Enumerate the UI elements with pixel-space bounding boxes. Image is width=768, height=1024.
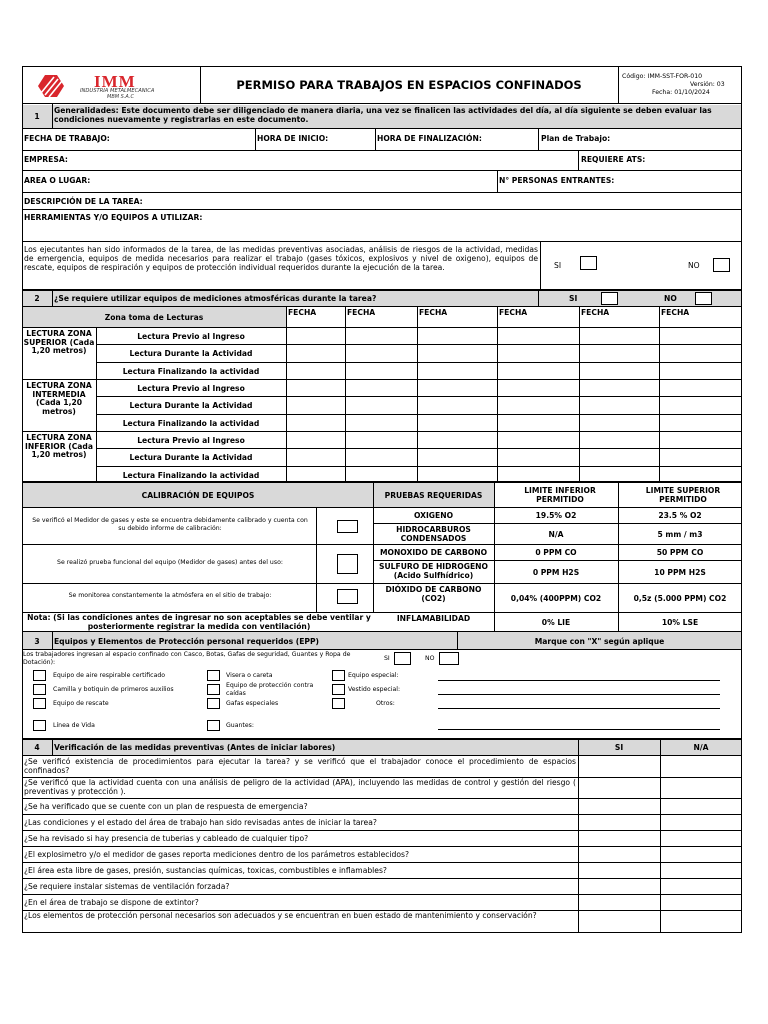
gas-max: 5 mm / m3 [657, 529, 703, 539]
epp-write-line[interactable] [438, 729, 720, 730]
verification-si-cell[interactable] [579, 847, 659, 862]
section3-number: 3 [34, 637, 40, 646]
epp-intro: Los trabajadores ingresan al espacio confinado con Casco, Botas, Gafas de seguridad, Guantes y Ropa de Dotación): [23, 651, 351, 666]
fecha-header-3: FECHA [419, 308, 448, 317]
verification-si-cell[interactable] [579, 879, 659, 894]
verification-si-cell[interactable] [579, 895, 659, 910]
limite-inferior-header: LIMITE INFERIOR PERMITIDO [524, 486, 596, 504]
verification-na-cell[interactable] [661, 799, 741, 814]
gas-min: N/A [548, 529, 564, 539]
epp-si-checkbox[interactable] [394, 652, 411, 665]
zone-row-label: Lectura Durante la Actividad [129, 349, 253, 359]
gas-max: 10 PPM H2S [654, 567, 706, 577]
verification-na-cell[interactable] [661, 815, 741, 830]
gas-max: 0,5z (5.000 PPM) CO2 [633, 593, 727, 603]
logo-subtitle: INDUSTRIA METALMECANICA [80, 88, 155, 94]
verification-na-cell[interactable] [661, 757, 741, 777]
verification-si-cell[interactable] [579, 778, 659, 798]
verification-si-cell[interactable] [579, 863, 659, 878]
verification-na-cell[interactable] [661, 831, 741, 846]
fecha-header-5: FECHA [581, 308, 610, 317]
zone-label-2: LECTURA ZONA INTERMEDIA (Cada 1,20 metros) [26, 380, 92, 416]
section2-number: 2 [34, 294, 40, 303]
zone-row-label: Lectura Previo al Ingreso [137, 332, 245, 341]
calibration-item-2: Se realizó prueba funcional del equipo (Medidor de gases) antes del uso: [57, 559, 283, 566]
section2-no-label: NO [664, 294, 677, 303]
hora-fin-label: HORA DE FINALIZACIÓN: [377, 134, 482, 143]
fecha-header-1: FECHA [288, 308, 317, 317]
zone-row-label: Lectura Finalizando la actividad [122, 418, 260, 428]
verification-item: ¿Se ha revisado si hay presencia de tuberias y cableado de cualquier tipo? [24, 834, 309, 843]
section3-marque: Marque con "X" según aplique [534, 637, 665, 646]
informados-si-checkbox[interactable] [580, 256, 597, 270]
verification-na-cell[interactable] [661, 879, 741, 894]
fecha-trabajo-label: FECHA DE TRABAJO: [24, 134, 110, 143]
gas-min: 0% LIE [541, 618, 571, 627]
section1-number: 1 [34, 112, 40, 121]
empresa-label: EMPRESA: [24, 155, 68, 164]
epp-item-label: Visera o careta [226, 672, 273, 679]
epp-si-label: SI [384, 655, 390, 662]
epp-checkbox[interactable] [332, 670, 345, 681]
verification-item: ¿El área esta libre de gases, presión, sustancias químicas, toxicas, combustibles e inflamables? [24, 866, 387, 875]
gas-name: INFLAMABILIDAD [396, 614, 471, 623]
pruebas-header: PRUEBAS REQUERIDAS [384, 491, 483, 500]
logo-mark [36, 73, 66, 99]
gas-name: OXIGENO [413, 511, 454, 520]
epp-item-label: Camilla y botiquin de primeros auxilios [53, 686, 174, 693]
epp-write-line[interactable] [438, 694, 720, 695]
informados-si-label: SI [554, 261, 562, 270]
logo-subtitle-2: MBM S.A.C [107, 94, 135, 100]
epp-item-label: Equipo de rescate [53, 700, 109, 707]
epp-write-line[interactable] [438, 680, 720, 681]
verification-item: ¿En el área de trabajo se dispone de extintor? [24, 898, 199, 907]
verification-na-cell[interactable] [661, 911, 741, 933]
zona-header: Zona toma de Lecturas [104, 313, 204, 322]
fecha-header-2: FECHA [347, 308, 376, 317]
section2-si-label: SI [569, 294, 578, 303]
epp-checkbox[interactable] [33, 670, 46, 681]
epp-item-label: Equipo de protección contra caídas [226, 682, 314, 697]
herramientas-label: HERRAMIENTAS Y/O EQUIPOS A UTILIZAR: [24, 213, 203, 222]
calibration-item-3-checkbox[interactable] [337, 589, 358, 604]
epp-checkbox[interactable] [33, 720, 46, 731]
descripcion-label: DESCRIPCIÓN DE LA TAREA: [24, 197, 143, 206]
verification-item: ¿El explosimetro y/o el medidor de gases reporta mediciones dentro de los parámetros establecidos? [24, 850, 410, 859]
document-date: Fecha: 01/10/2024 [652, 89, 710, 96]
gas-name: HIDROCARBUROS CONDENSADOS [396, 525, 471, 543]
zone-row-label: Lectura Previo al Ingreso [137, 383, 245, 393]
gas-name: SULFURO DE HIDROGENO (Acido Sulfhídrico) [379, 562, 488, 580]
verification-na-cell[interactable] [661, 895, 741, 910]
epp-item-label: Otros: [376, 700, 395, 707]
epp-checkbox[interactable] [207, 720, 220, 731]
epp-checkbox[interactable] [332, 684, 345, 695]
gas-min: 0 PPM H2S [532, 567, 580, 577]
requiere-ats-label: REQUIERE ATS: [581, 155, 646, 164]
verification-na-cell[interactable] [661, 778, 741, 798]
verification-si-cell[interactable] [579, 831, 659, 846]
epp-item-label: Guantes: [226, 722, 254, 729]
calibration-item-1-checkbox[interactable] [337, 520, 358, 533]
fecha-header-4: FECHA [499, 308, 528, 317]
gas-name: DIÓXIDO DE CARBONO (CO2) [385, 585, 482, 603]
zone-row-label: Lectura Previo al Ingreso [137, 435, 245, 445]
zone-label-1: LECTURA ZONA SUPERIOR (Cada 1,20 metros) [23, 329, 95, 356]
informados-text: Los ejecutantes han sido informados de la tarea, de las medidas preventivas asociadas, análisis de riesgos de la actividad, medidas de emergencia, equipos de medida necesarios para realizar el trabajo (gases tóxicos, explosivos y nivel de oxigeno), equipos de rescate, equipos de respiración y equipos de protección individual requeridos durante la ejecución de la tarea. [24, 245, 538, 272]
epp-no-checkbox[interactable] [439, 652, 459, 665]
zone-row-label: Lectura Durante la Actividad [129, 401, 253, 411]
epp-write-line[interactable] [438, 708, 720, 709]
gas-max: 10% LSE [661, 618, 699, 627]
epp-checkbox[interactable] [332, 698, 345, 709]
calibration-item-1: Se verificó el Medidor de gases y este se encuentra debidamente calibrado y cuenta con su debido informe de calibración: [32, 517, 308, 532]
gas-min: 19.5% O2 [535, 511, 577, 520]
epp-item-label: Línea de Vida [53, 722, 95, 729]
gas-min: 0 PPM CO [535, 548, 577, 557]
calibration-header: CALIBRACIÓN DE EQUIPOS [141, 491, 255, 500]
document-code: Código: IMM-SST-FOR-010 [622, 73, 703, 80]
zone-row-label: Lectura Finalizando la actividad [122, 470, 260, 480]
epp-item-label: Gafas especiales [226, 700, 279, 707]
epp-checkbox[interactable] [33, 698, 46, 709]
gas-max: 50 PPM CO [656, 548, 704, 557]
gas-min: 0,04% (400PPM) CO2 [510, 593, 602, 603]
verification-na-cell[interactable] [661, 863, 741, 878]
zone-row-label: Lectura Durante la Actividad [129, 453, 253, 463]
informados-no-checkbox[interactable] [713, 258, 730, 272]
limite-superior-header: LIMITE SUPERIOR PERMITIDO [645, 486, 721, 504]
verification-si-cell[interactable] [579, 815, 659, 830]
section2-no-checkbox[interactable] [695, 292, 712, 305]
gas-max: 23.5 % O2 [658, 511, 702, 520]
informados-no-label: NO [688, 261, 700, 270]
calibration-nota: Nota: (Si las condiciones antes de ingresar no son aceptables se debe ventilar y posteriormente registrar la medida con ventilación) [27, 613, 371, 631]
section4-si-header: SI [614, 743, 624, 752]
section2-si-checkbox[interactable] [601, 292, 618, 305]
section3-title: Equipos y Elementos de Protección personal requeridos (EPP) [54, 637, 320, 646]
verification-na-cell[interactable] [661, 847, 741, 862]
verification-si-cell[interactable] [579, 799, 659, 814]
calibration-item-3: Se monitorea constantemente la atmósfera en el sitio de trabajo: [68, 592, 272, 599]
epp-item-label: Equipo de aire respirable certificado [53, 672, 166, 679]
plan-trabajo-label: Plan de Trabajo: [541, 134, 611, 143]
section1-generalidades: Generalidades: Este documento debe ser diligenciado de manera diaria, una vez se finalicen las actividades del día, al día siguiente se deben evaluar las condiciones nuevamente y registrarlas en este documento. [54, 106, 712, 124]
verification-item: ¿Se requiere instalar sistemas de ventilación forzada? [24, 882, 230, 891]
section2-title: ¿Se requiere utilizar equipos de mediciones atmosféricas durante la tarea? [54, 294, 377, 303]
logo-text: IMM [94, 72, 136, 91]
verification-item: ¿Las condiciones y el estado del área de trabajo han sido revisadas antes de iniciar la tarea? [24, 818, 377, 827]
zone-label-3: LECTURA ZONA INFERIOR (Cada 1,20 metros) [25, 432, 93, 460]
section4-na-header: N/A [693, 743, 709, 752]
verification-item: ¿Se verificó existencia de procedimientos para ejecutar la tarea? y se verificó que el trabajador conoce el procedimiento de espacios confinados? [24, 757, 576, 775]
epp-checkbox[interactable] [207, 684, 220, 695]
verification-si-cell[interactable] [579, 911, 659, 933]
verification-item: ¿Se verificó que la actividad cuenta con una análisis de peligro de la actividad (APA), incluyendo las medidas de control y gestión del riesgo ( preventivas y protección ). [24, 778, 576, 796]
epp-checkbox[interactable] [207, 698, 220, 709]
verification-item: ¿Los elementos de protección personal necesarios son adecuados y se encuentran en buen estado de mantenimiento y conservación? [24, 911, 537, 920]
epp-checkbox[interactable] [33, 684, 46, 695]
zone-row-label: Lectura Finalizando la actividad [122, 366, 260, 376]
verification-item: ¿Se ha verificado que se cuente con un plan de respuesta de emergencia? [24, 802, 308, 811]
gas-name: MONOXIDO DE CARBONO [379, 548, 488, 557]
section4-title: Verificación de las medidas preventivas (Antes de iniciar labores) [54, 743, 336, 752]
section4-number: 4 [34, 743, 40, 752]
epp-checkbox[interactable] [207, 670, 220, 681]
epp-no-label: NO [425, 655, 435, 662]
company-logo [36, 72, 196, 100]
verification-si-cell[interactable] [579, 757, 659, 777]
epp-item-label: Equipo especial: [348, 672, 399, 679]
fecha-header-6: FECHA [661, 308, 690, 317]
epp-item-label: Vestido especial: [348, 686, 401, 693]
document-title: PERMISO PARA TRABAJOS EN ESPACIOS CONFINADOS [236, 78, 582, 92]
area-label: AREA O LUGAR: [24, 176, 91, 185]
hora-inicio-label: HORA DE INICIO: [257, 134, 329, 143]
personas-label: N° PERSONAS ENTRANTES: [499, 176, 615, 185]
document-version: Versión: 03 [690, 81, 725, 88]
calibration-item-2-checkbox[interactable] [337, 554, 358, 574]
